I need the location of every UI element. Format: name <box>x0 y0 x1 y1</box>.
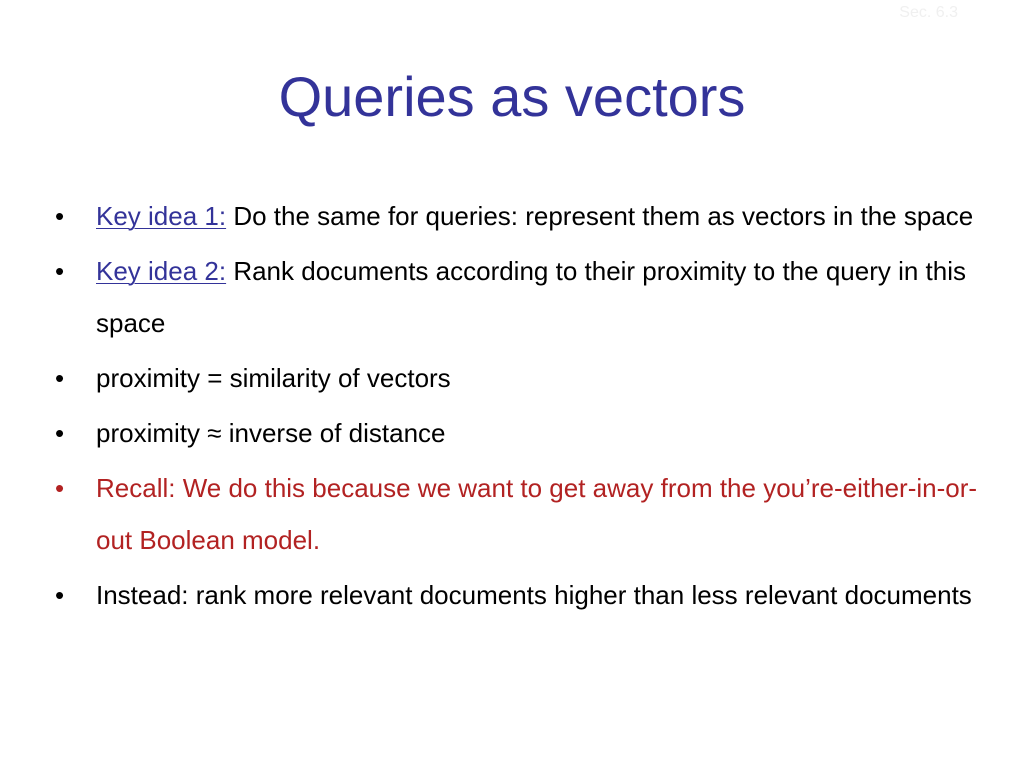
bullet-dot-icon: • <box>55 580 65 610</box>
bullet-dot-icon: • <box>55 473 65 503</box>
bullet-text: Do the same for queries: represent them as vectors in the space <box>226 201 974 231</box>
bullet-text: proximity = similarity of vectors <box>96 363 451 393</box>
bullet-text: proximity ≈ inverse of distance <box>96 418 446 448</box>
bullet-key-idea-1 <box>0 190 1024 242</box>
slide-title: Queries as vectors <box>278 65 746 128</box>
bullet-dot-icon: • <box>55 418 65 448</box>
bullet-key-idea-2 <box>0 245 1024 349</box>
bullet-proximity-similarity <box>0 352 1024 404</box>
key-idea-label: Key idea 2: <box>96 256 227 286</box>
bullet-proximity-distance <box>0 407 1024 459</box>
bullet-dot-icon: • <box>55 363 65 393</box>
key-idea-label: Key idea 1: <box>96 201 227 231</box>
bullet-text: Rank documents according to their proximity to the query in this space <box>96 256 967 338</box>
bullet-instead <box>0 569 1024 621</box>
bullet-dot-icon: • <box>55 256 65 286</box>
bullet-text: Recall: We do this because we want to get away from the you’re-either-in-or-out Boolean model. <box>96 473 978 555</box>
section-label: Sec. 6.3 <box>899 4 958 21</box>
bullet-text: Instead: rank more relevant documents higher than less relevant documents <box>96 580 972 610</box>
bullet-recall <box>0 462 1024 566</box>
bullet-dot-icon: • <box>55 201 65 231</box>
bullet-list <box>0 190 1024 624</box>
